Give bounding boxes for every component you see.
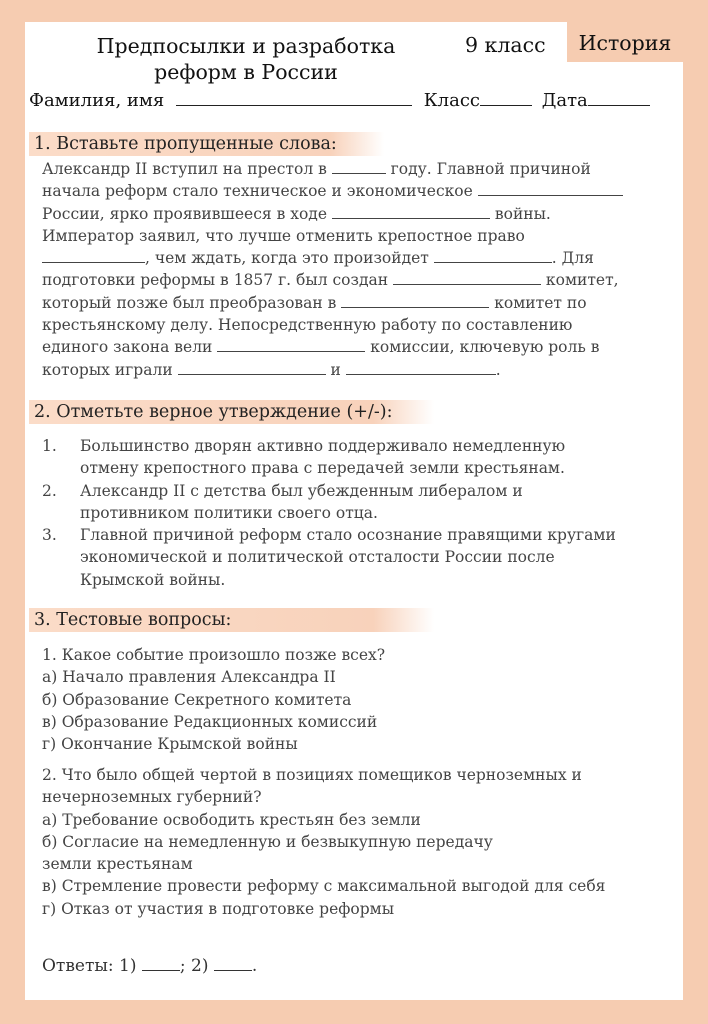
statements-list <box>42 435 662 591</box>
answer-option: а) Требование освободить крестьян без земли <box>42 810 421 829</box>
answers-label: Ответы: 1) <box>42 956 142 976</box>
answer-2-field[interactable] <box>214 954 252 971</box>
name-label: Фамилия, имя <box>29 90 165 111</box>
text-line: единого закона вели комиссии, ключевую роль в <box>42 338 600 357</box>
blank-field[interactable] <box>434 247 552 263</box>
list-item: 2. Александр II с детства был убежденным либералом и противником политики своего отца. <box>42 481 523 522</box>
fill-in-text <box>42 158 662 381</box>
answer-option: в) Стремление провести реформу с максимальной выгодой для себя <box>42 877 606 896</box>
title-line-2: реформ в России <box>154 60 338 84</box>
text-line: подготовки реформы в 1857 г. был создан комитет, <box>42 271 619 290</box>
subject-badge: История <box>567 22 683 62</box>
title-line-1: Предпосылки и разработка <box>96 34 396 58</box>
list-item: 1. Большинство дворян активно поддерживало немедленную отмену крепостного права с передачей земли крестьянам. <box>42 437 566 478</box>
blank-field[interactable] <box>217 336 365 352</box>
question-1 <box>42 644 662 755</box>
student-info-line <box>29 88 650 111</box>
answer-option: б) Согласие на немедленную и безвыкупную передачу <box>42 832 493 851</box>
answer-option: г) Отказ от участия в подготовке реформы <box>42 899 395 918</box>
blank-field[interactable] <box>42 247 145 263</box>
name-field[interactable] <box>176 88 412 106</box>
text-line: начала реформ стало техническое и экономическое <box>42 180 662 202</box>
question-text: 2. Что было общей чертой в позициях помещиков черноземных и <box>42 766 582 784</box>
grade-label: 9 класс <box>465 33 546 57</box>
answer-option: земли крестьянам <box>42 855 193 874</box>
page-title <box>81 33 411 85</box>
blank-field[interactable] <box>393 269 541 285</box>
section-2-heading: 2. Отметьте верное утверждение (+/-): <box>29 400 434 424</box>
answer-option: б) Образование Секретного комитета <box>42 690 352 709</box>
text-line: крестьянскому делу. Непосредственную работу по составлению <box>42 316 573 335</box>
blank-field[interactable] <box>346 359 496 375</box>
class-field[interactable] <box>480 88 532 106</box>
text-line: Александр II вступил на престол в году. Главной причиной <box>42 160 591 178</box>
section-3-heading: 3. Тестовые вопросы: <box>29 608 434 632</box>
blank-field[interactable] <box>341 292 489 308</box>
date-label: Дата <box>541 90 588 111</box>
text-line: России, ярко проявившееся в ходе войны. <box>42 204 551 223</box>
text-line: , чем ждать, когда это произойдет . Для <box>42 247 662 269</box>
text-line: Император заявил, что лучше отменить крепостное право <box>42 226 525 245</box>
worksheet <box>25 22 683 1000</box>
answer-option: в) Образование Редакционных комиссий <box>42 712 378 731</box>
blank-field[interactable] <box>332 158 386 174</box>
question-2 <box>42 764 662 920</box>
blank-field[interactable] <box>478 180 623 196</box>
section-1-heading: 1. Вставьте пропущенные слова: <box>29 132 384 156</box>
text-line: которых играли и . <box>42 360 501 379</box>
question-text: нечерноземных губерний? <box>42 788 262 807</box>
class-label: Класс <box>423 90 480 111</box>
question-text: 1. Какое событие произошло позже всех? <box>42 646 386 664</box>
answer-option: а) Начало правления Александра II <box>42 668 336 687</box>
answers-line: Ответы: 1) ; 2) . <box>42 956 258 976</box>
blank-field[interactable] <box>178 359 326 375</box>
answer-1-field[interactable] <box>142 954 180 971</box>
answer-option: г) Окончание Крымской войны <box>42 735 298 754</box>
list-item: 3. Главной причиной реформ стало осознание правящими кругами экономической и политической отсталости России после Крымской войны. <box>42 526 616 589</box>
date-field[interactable] <box>588 88 650 106</box>
text-line: который позже был преобразован в комитет по <box>42 293 587 312</box>
blank-field[interactable] <box>332 203 490 219</box>
